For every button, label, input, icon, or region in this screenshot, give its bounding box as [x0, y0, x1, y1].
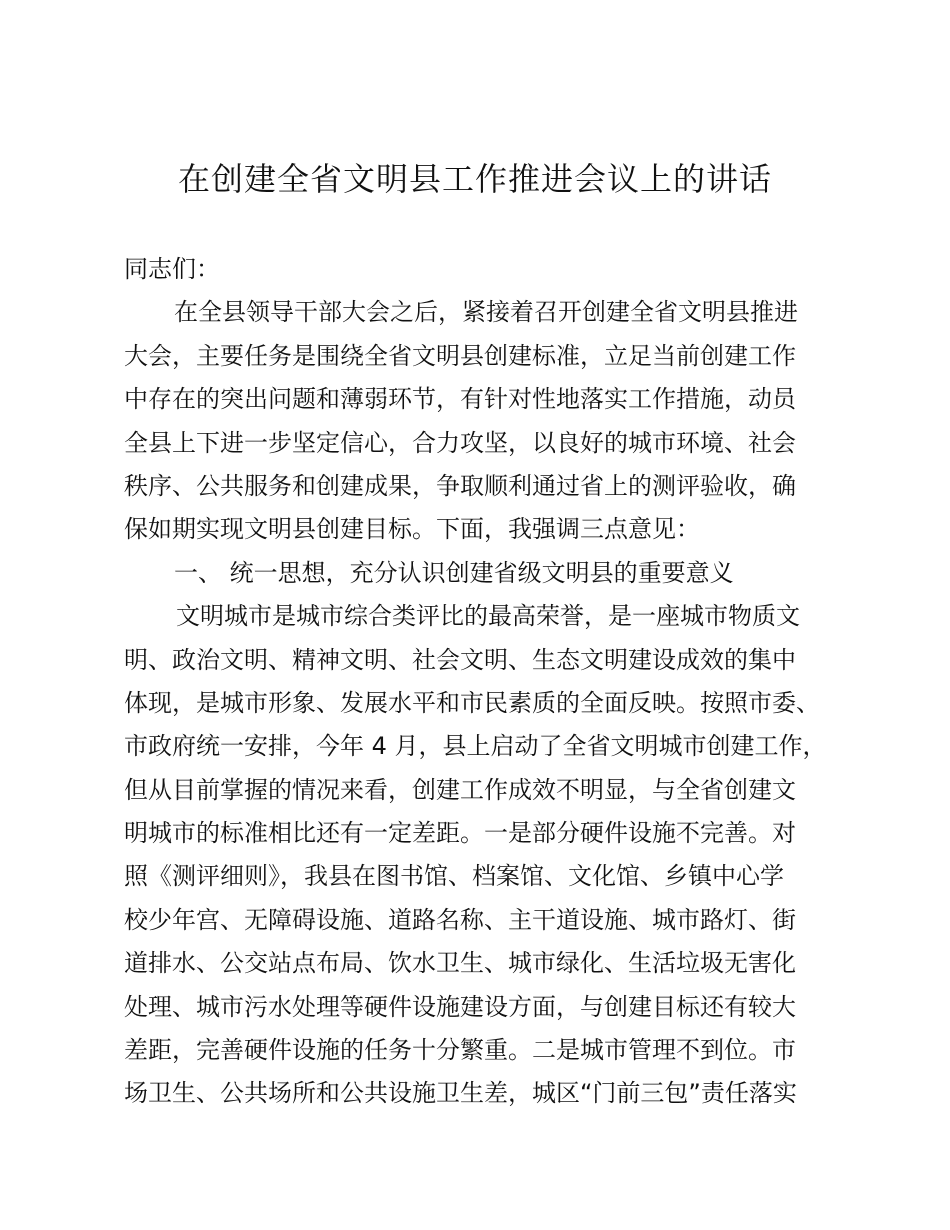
paragraph-line: 明城市的标准相比还有一定差距。一是部分硬件设施不完善。对	[124, 819, 796, 848]
paragraph-line: 但从目前掌握的情况来看，创建工作成效不明显，与全省创建文	[124, 775, 796, 804]
paragraph-line: 在全县领导干部大会之后，紧接着召开创建全省文明县推进	[174, 298, 798, 327]
document-body	[124, 248, 844, 1116]
paragraph-line: 明、政治文明、精神文明、社会文明、生态文明建设成效的集中	[124, 645, 796, 674]
paragraph-line: 大会，主要任务是围绕全省文明县创建标准，立足当前创建工作	[124, 341, 796, 370]
paragraph-line: 市政府统一安排，今年 4 月，县上启动了全省文明城市创建工作，	[124, 732, 827, 761]
paragraph-line: 文明城市是城市综合类评比的最高荣誉，是一座城市物质文	[176, 602, 800, 631]
document-title: 在创建全省文明县工作推进会议上的讲话	[177, 160, 772, 198]
paragraph-line: 差距，完善硬件设施的任务十分繁重。二是城市管理不到位。市	[124, 1036, 796, 1065]
paragraph-line: 道排水、公交站点布局、饮水卫生、城市绿化、生活垃圾无害化	[124, 949, 796, 978]
paragraph-line: 照《测评细则》，我县在图书馆、档案馆、文化馆、乡镇中心学	[124, 862, 784, 891]
paragraph-line: 中存在的突出问题和薄弱环节，有针对性地落实工作措施，动员	[124, 385, 796, 414]
paragraph-line: 体现，是城市形象、发展水平和市民素质的全面反映。按照市委、	[124, 688, 820, 717]
paragraph-line: 秩序、公共服务和创建成果，争取顺利通过省上的测评验收，确	[124, 471, 796, 500]
paragraph-line: 场卫生、公共场所和公共设施卫生差，城区“门前三包”责任落实	[124, 1079, 797, 1108]
paragraph-line: 保如期实现文明县创建目标。下面，我强调三点意见：	[124, 515, 700, 544]
section-heading: 一、 统一思想，充分认识创建省级文明县的重要意义	[174, 558, 734, 587]
paragraph-line: 全县上下进一步坚定信心，合力攻坚，以良好的城市环境、社会	[124, 428, 796, 457]
paragraph-line: 处理、城市污水处理等硬件设施建设方面，与创建目标还有较大	[124, 992, 796, 1021]
paragraph-line: 校少年宫、无障碍设施、道路名称、主干道设施、城市路灯、街	[124, 905, 796, 934]
salutation: 同志们：	[124, 255, 220, 283]
